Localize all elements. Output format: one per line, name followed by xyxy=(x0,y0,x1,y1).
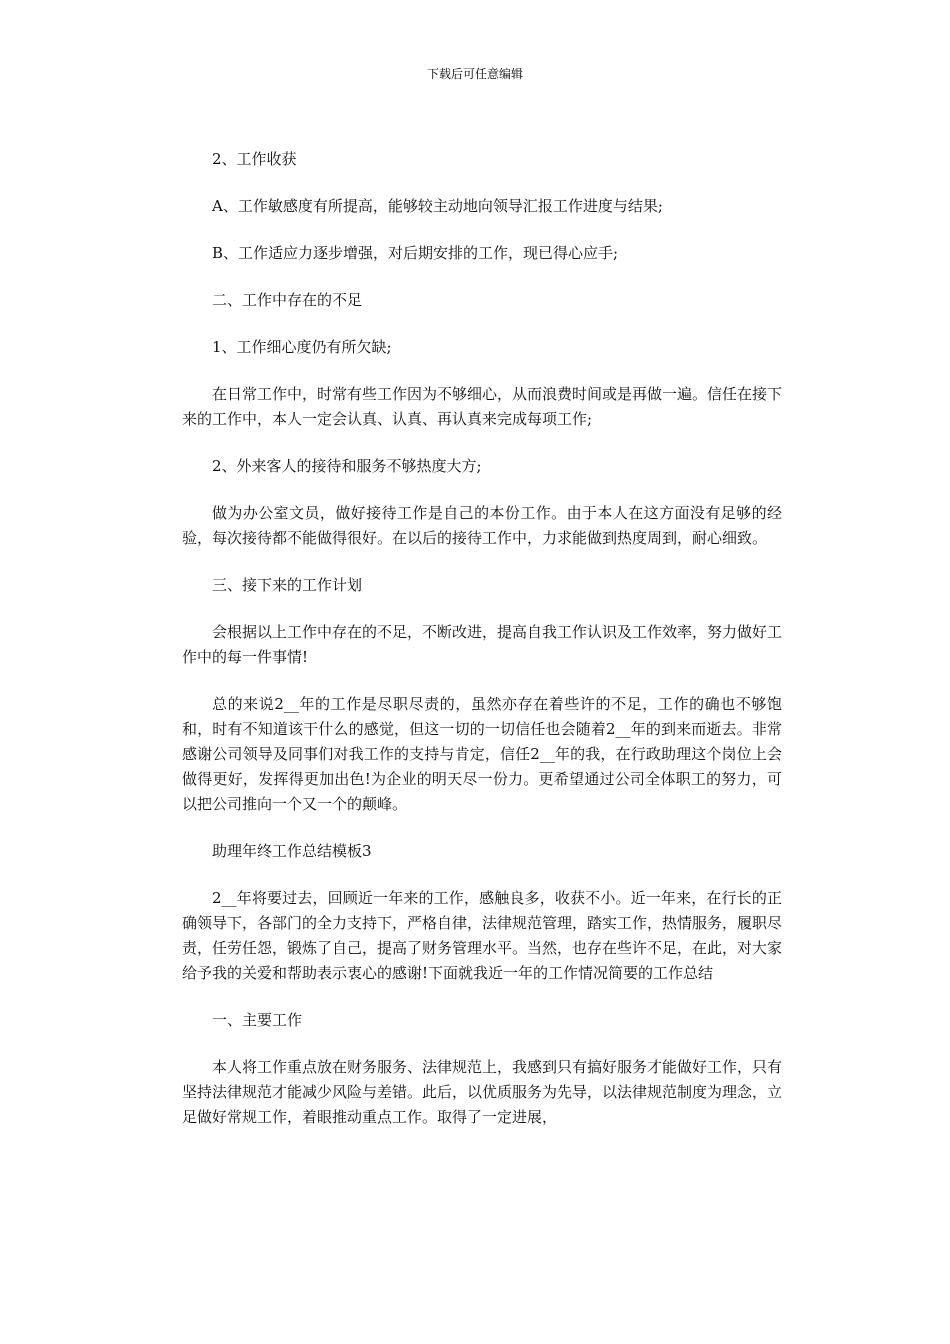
page-header-note: 下载后可任意编辑 xyxy=(426,67,523,81)
shortcoming-item-1: 1、工作细心度仍有所欠缺; xyxy=(212,338,392,356)
gain-point-a: A、工作敏感度有所提高，能够较主动地向领导汇报工作进度与结果; xyxy=(212,197,663,215)
body-paragraph: 做为办公室文员，做好接待工作是自己的本份工作。由于本人在这方面没有足够的经验，每次接待都不能做得很好。在以后的接待工作中，力求能做到热度周到，耐心细致。 xyxy=(182,504,782,547)
body-paragraph: 会根据以上工作中存在的不足，不断改进，提高自我工作认识及工作效率，努力做好工作中的每一件事情! xyxy=(182,623,783,666)
document-body xyxy=(182,147,782,1152)
template-title: 助理年终工作总结模板3 xyxy=(212,842,372,860)
body-paragraph: 本人将工作重点放在财务服务、法律规范上，我感到只有搞好服务才能做好工作，只有坚持法律规范才能减少风险与差错。此后，以优质服务为先导，以法律规范制度为理念，立足做好常规工作，着眼推动重点工作。取得了一定进展， xyxy=(182,1058,783,1126)
gain-point-b: B、工作适应力逐步增强，对后期安排的工作，现已得心应手; xyxy=(212,244,619,262)
shortcoming-item-2: 2、外来客人的接待和服务不够热度大方; xyxy=(212,457,482,475)
body-paragraph: 2__年将要过去，回顾近一年来的工作，感触良多，收获不小。近一年来，在行长的正确领导下，各部门的全力支持下，严格自律，法律规范管理，踏实工作，热情服务，履职尽责，任劳任怨，锻炼了自己，提高了财务管理水平。当然，也存在些许不足，在此，对大家给予我的关爱和帮助表示衷心的感谢!下面就我近一年的工作情况简要的工作总结 xyxy=(182,889,783,982)
section-heading-next-plan: 三、接下来的工作计划 xyxy=(212,576,363,594)
section-item-work-gains: 2、工作收获 xyxy=(212,150,297,168)
body-paragraph: 在日常工作中，时常有些工作因为不够细心，从而浪费时间或是再做一遍。信任在接下来的工作中，本人一定会认真、认真、再认真来完成每项工作; xyxy=(182,385,783,428)
body-paragraph: 总的来说2__年的工作是尽职尽责的，虽然亦存在着些许的不足，工作的确也不够饱和，时有不知道该干什么的感觉，但这一切的一切信任也会随着2__年的到来而逝去。非常感谢公司领导及同事们对我工作的支持与肯定，信任2__年的我，在行政助理这个岗位上会做得更好，发挥得更加出色!为企业的明天尽一份力。更希望通过公司全体职工的努力，可以把公司推向一个又一个的颠峰。 xyxy=(182,695,782,813)
section-heading-main-work: 一、主要工作 xyxy=(212,1011,303,1029)
section-heading-shortcomings: 二、工作中存在的不足 xyxy=(212,291,363,309)
